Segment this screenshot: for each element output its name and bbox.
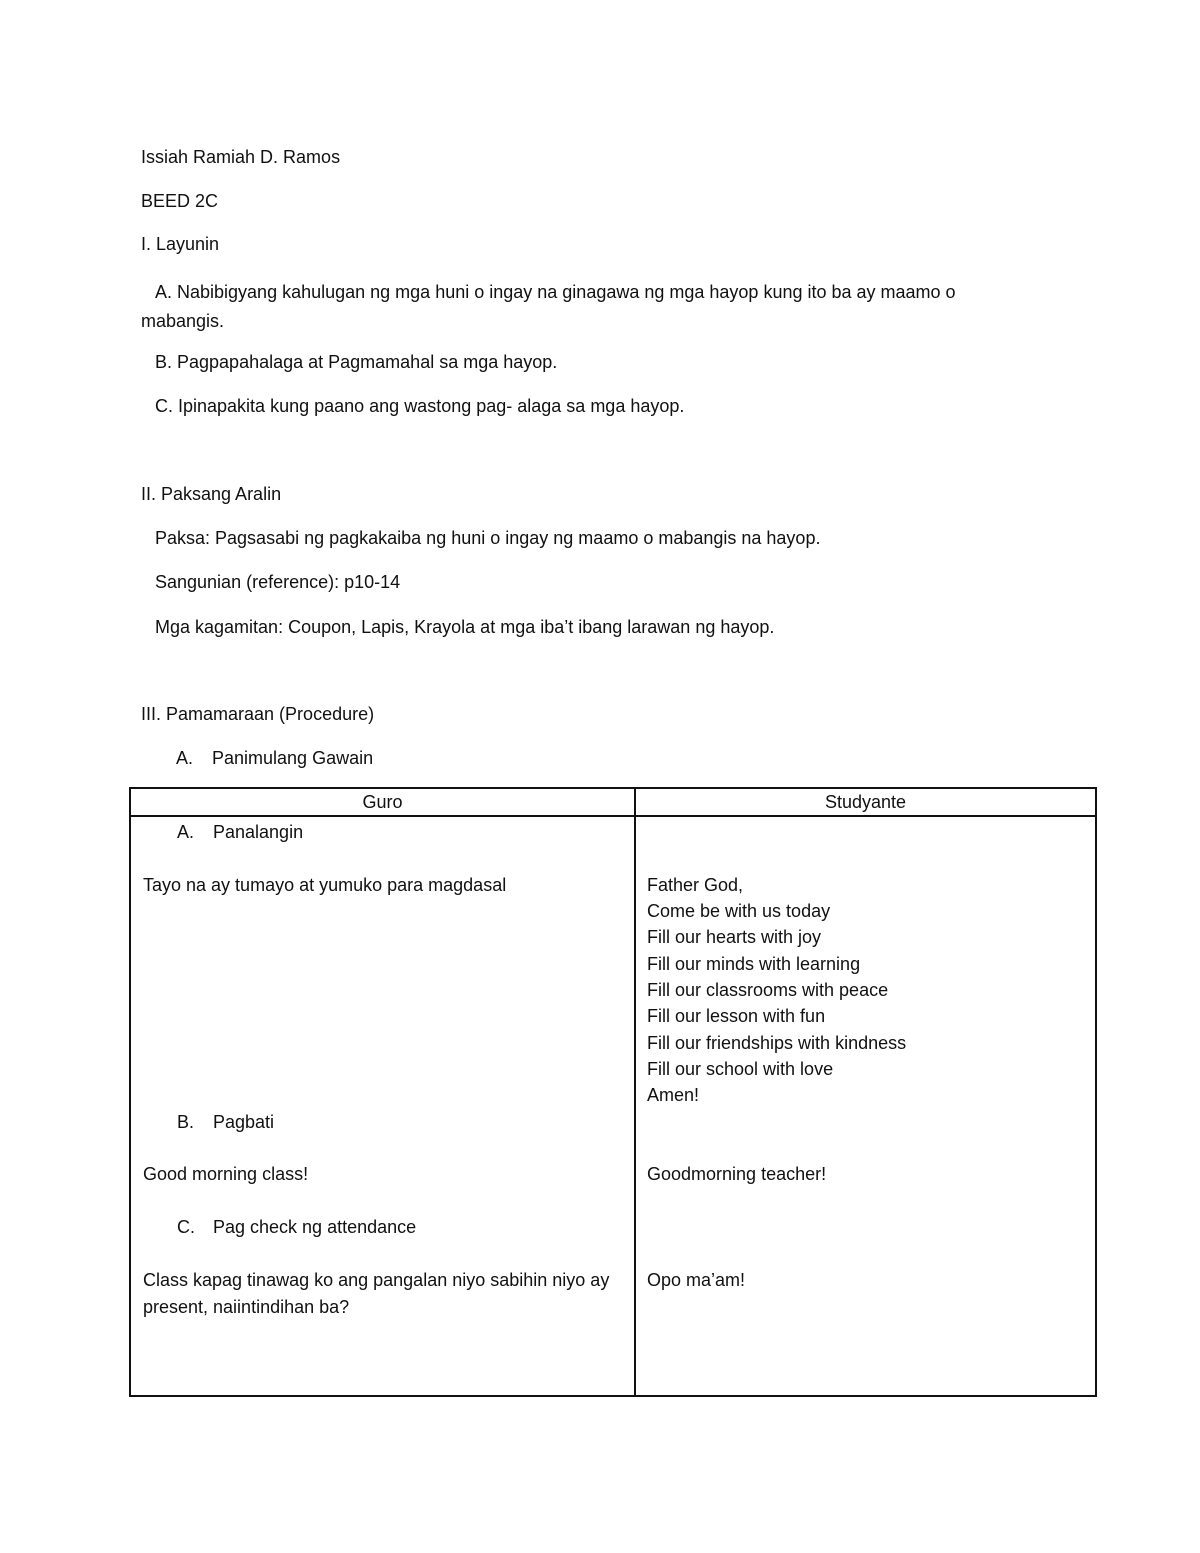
guro-b-letter: B. bbox=[177, 1112, 195, 1132]
header-guro: Guro bbox=[130, 788, 635, 816]
table-body-row bbox=[130, 816, 1096, 1396]
studyante-attendance: Opo ma’am! bbox=[647, 1270, 746, 1290]
objective-b: B. Pagpapahalaga at Pagmamahal sa mga hayop. bbox=[155, 352, 558, 372]
paksa-text: Paksa: Pagsasabi ng pagkakaiba ng huni o ingay ng maamo o mabangis na hayop. bbox=[155, 528, 821, 548]
section-paksang-aralin-title: II. Paksang Aralin bbox=[141, 484, 282, 504]
prayer-line: Come be with us today bbox=[647, 901, 831, 921]
guro-c-text: Class kapag tinawag ko ang pangalan niyo sabihin niyo ay present, naiintindihan ba? bbox=[143, 1270, 610, 1317]
section-layunin-title: I. Layunin bbox=[141, 234, 220, 254]
guro-c-letter: C. bbox=[177, 1217, 195, 1237]
prayer-line: Fill our minds with learning bbox=[647, 954, 861, 974]
subsection-title: Panimulang Gawain bbox=[212, 748, 374, 768]
sangunian-text: Sangunian (reference): p10-14 bbox=[155, 572, 401, 592]
student-name: Issiah Ramiah D. Ramos bbox=[141, 147, 341, 167]
prayer-line: Fill our school with love bbox=[647, 1059, 834, 1079]
guro-b-text: Good morning class! bbox=[143, 1164, 309, 1184]
lesson-table bbox=[129, 787, 1097, 1397]
guro-c-title: Pag check ng attendance bbox=[213, 1217, 417, 1237]
guro-a-text: Tayo na ay tumayo at yumuko para magdasal bbox=[143, 875, 507, 895]
guro-a-title: Panalangin bbox=[213, 822, 304, 842]
prayer-line: Fill our friendships with kindness bbox=[647, 1033, 907, 1053]
objective-a: A. Nabibigyang kahulugan ng mga huni o ingay na ginagawa ng mga hayop kung ito ba ay maamo o mabangis. bbox=[141, 282, 956, 331]
table-header-row bbox=[130, 788, 1096, 816]
kagamitan-text: Mga kagamitan: Coupon, Lapis, Krayola at mga iba’t ibang larawan ng hayop. bbox=[155, 617, 775, 637]
guro-cell bbox=[130, 816, 635, 1396]
prayer-line: Father God, bbox=[647, 875, 744, 895]
section-pamamaraan-title: III. Pamamaraan (Procedure) bbox=[141, 704, 375, 724]
guro-b-title: Pagbati bbox=[213, 1112, 275, 1132]
studyante-greeting: Goodmorning teacher! bbox=[647, 1164, 827, 1184]
guro-a-letter: A. bbox=[177, 822, 195, 842]
objective-c: C. Ipinapakita kung paano ang wastong pag- alaga sa mga hayop. bbox=[155, 396, 685, 416]
prayer-line: Fill our lesson with fun bbox=[647, 1006, 826, 1026]
prayer-line: Amen! bbox=[647, 1085, 700, 1105]
studyante-cell bbox=[635, 816, 1096, 1396]
course-section: BEED 2C bbox=[141, 191, 219, 211]
prayer-line: Fill our classrooms with peace bbox=[647, 980, 889, 1000]
subsection-letter: A. bbox=[176, 748, 194, 768]
header-studyante: Studyante bbox=[635, 788, 1096, 816]
prayer-line: Fill our hearts with joy bbox=[647, 927, 822, 947]
